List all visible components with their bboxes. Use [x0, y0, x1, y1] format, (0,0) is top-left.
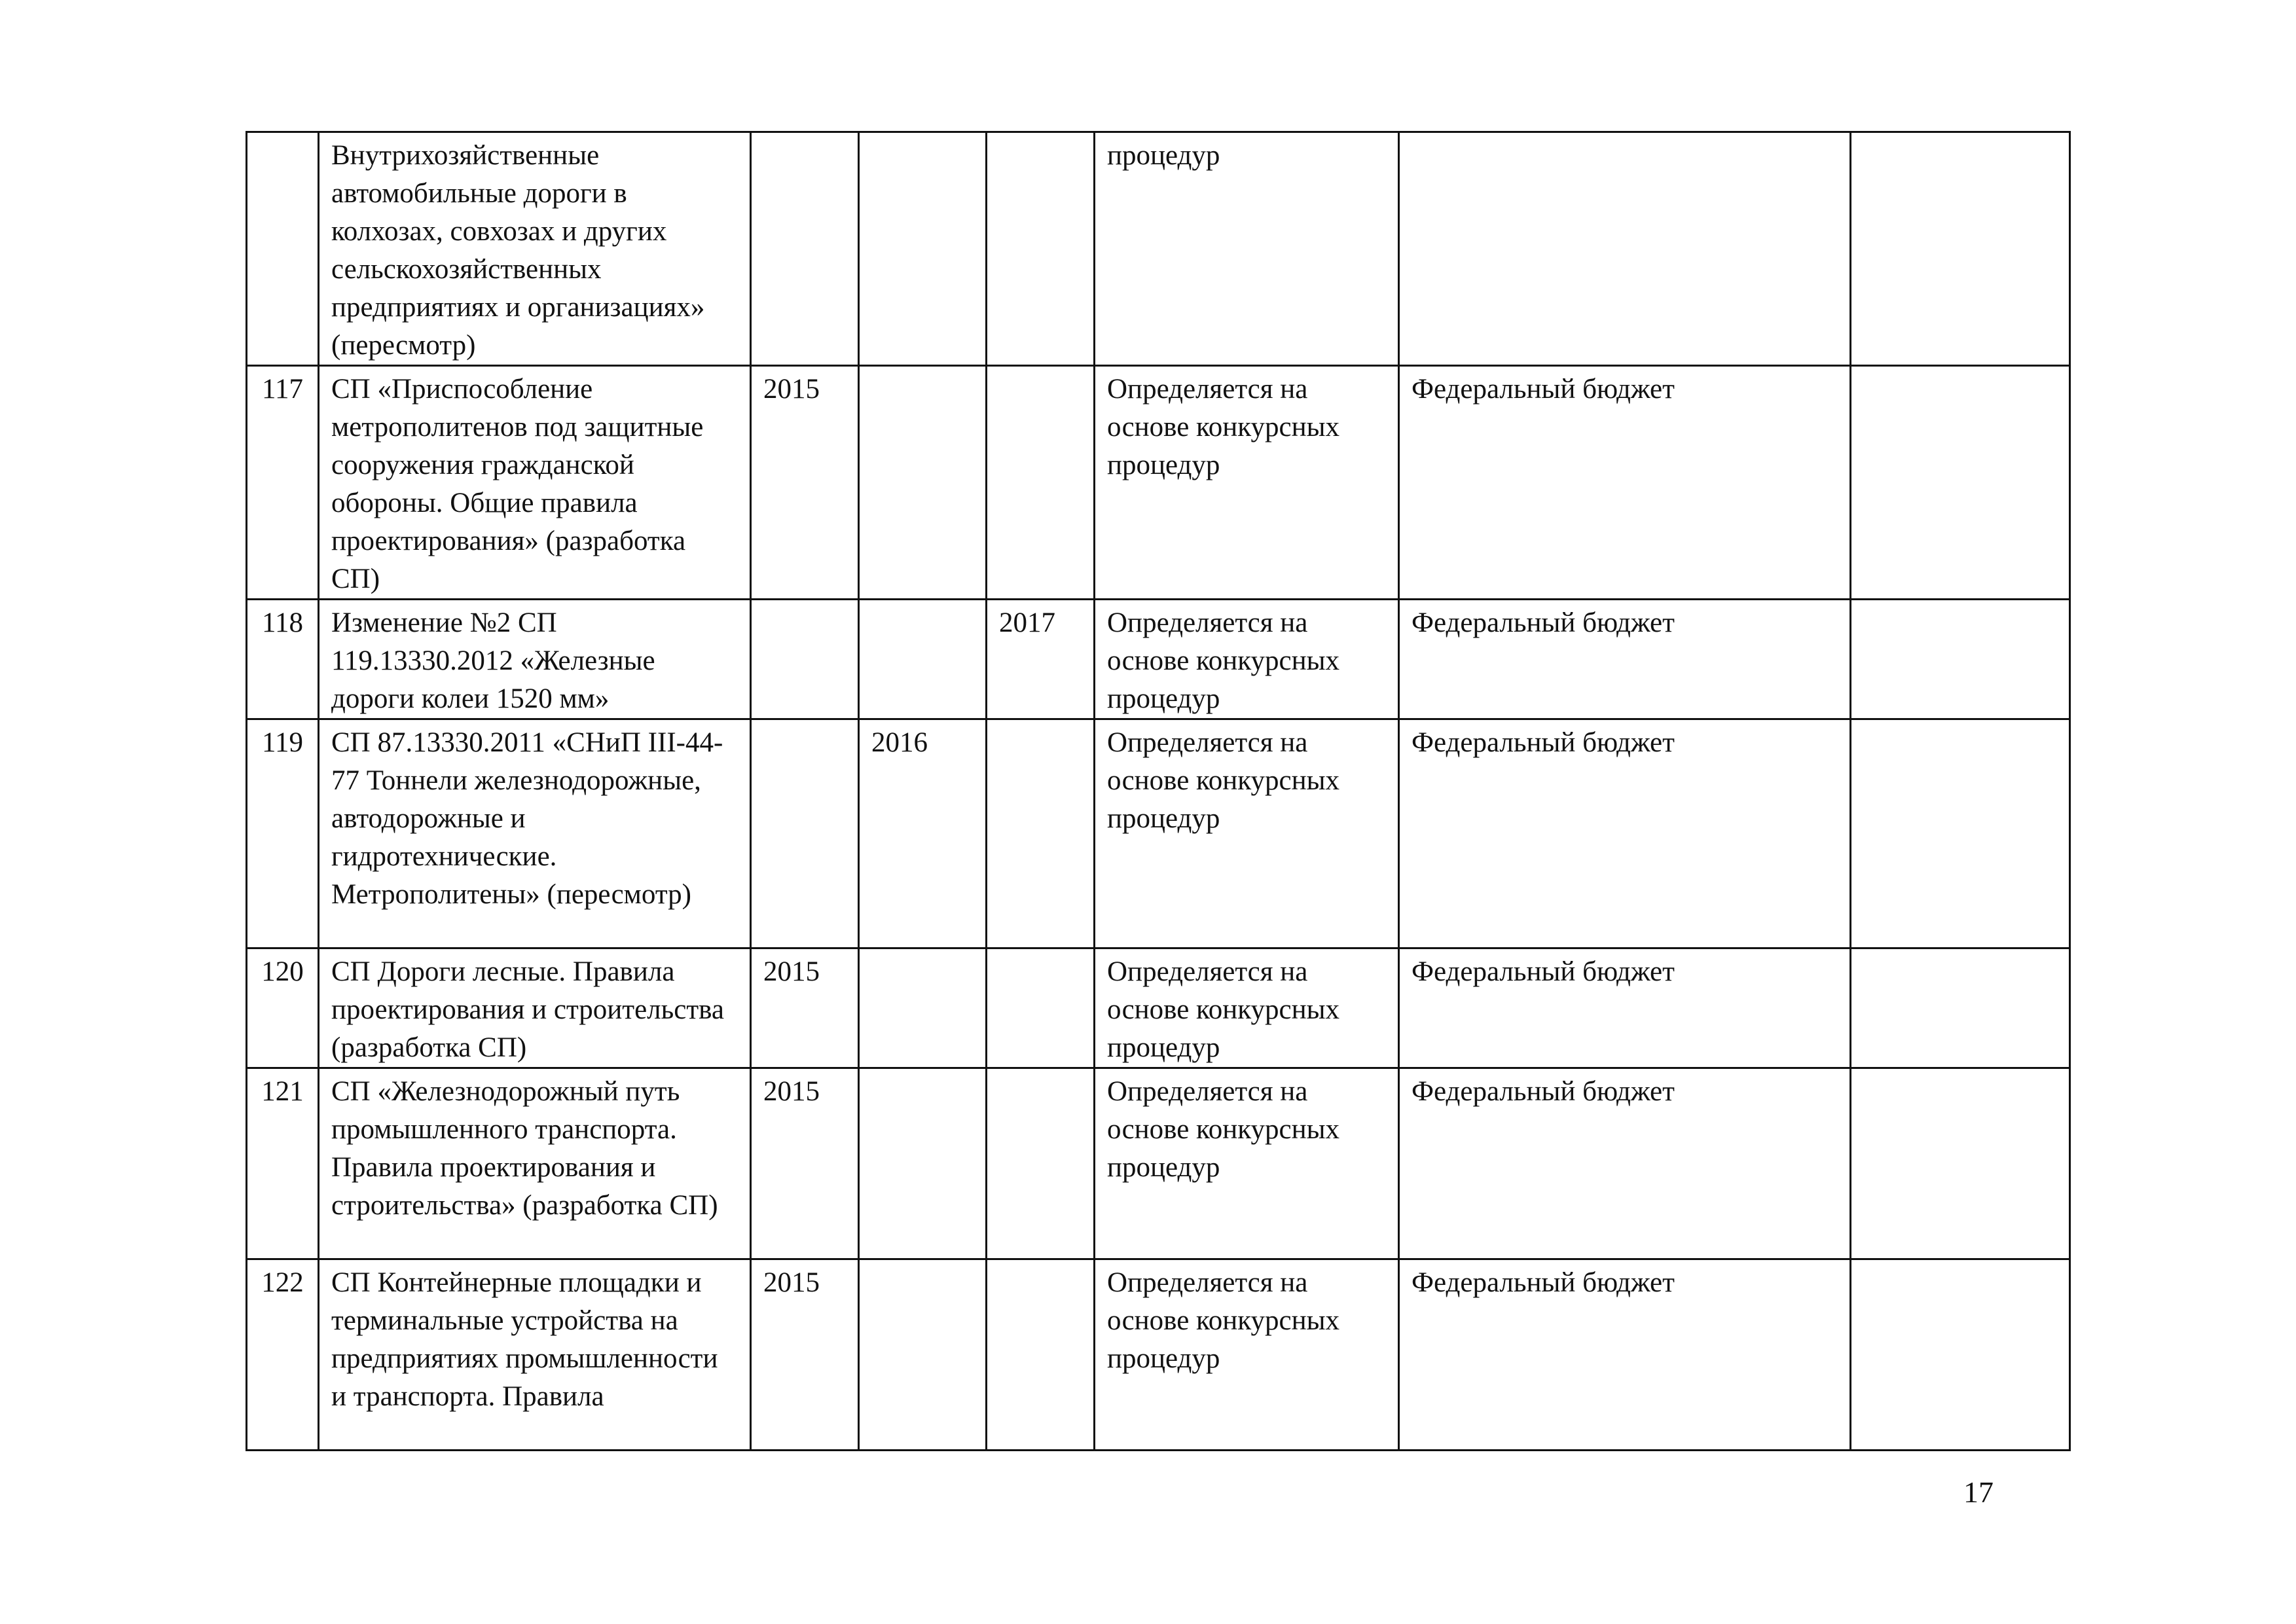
row-number: 119: [247, 719, 319, 948]
document-name: Внутрихозяйственные автомобильные дороги в колхозах, совхозах и других сельскохозяйственных предприятиях и организациях» (пересмотр): [319, 132, 751, 366]
year-2017-cell: [987, 132, 1095, 366]
year-2017-cell: 2017: [987, 600, 1095, 719]
table-row: [247, 600, 2070, 719]
year-2016-cell: [859, 600, 987, 719]
row-number: [247, 132, 319, 366]
year-2017-cell: [987, 1068, 1095, 1259]
document-name: СП 87.13330.2011 «СНиП III-44-77 Тоннели железнодорожные, автодорожные и гидротехнические. Метрополитены» (пересмотр): [319, 719, 751, 948]
year-2015-cell: 2015: [751, 948, 859, 1068]
year-2017-cell: [987, 719, 1095, 948]
document-name: СП Дороги лесные. Правила проектирования и строительства (разработка СП): [319, 948, 751, 1068]
year-2015-cell: 2015: [751, 366, 859, 600]
cost-cell: Определяется на основе конкурсных процедур: [1095, 719, 1399, 948]
table-row: [247, 132, 2070, 366]
year-2017-cell: [987, 1259, 1095, 1451]
note-cell: [1851, 948, 2070, 1068]
plan-table: [246, 131, 2071, 1451]
year-2016-cell: [859, 366, 987, 600]
note-cell: [1851, 719, 2070, 948]
funding-source-cell: Федеральный бюджет: [1399, 1068, 1851, 1259]
cost-cell: Определяется на основе конкурсных процедур: [1095, 1259, 1399, 1451]
cost-cell: Определяется на основе конкурсных процедур: [1095, 600, 1399, 719]
year-2015-cell: [751, 132, 859, 366]
table-row: [247, 719, 2070, 948]
year-2017-cell: [987, 948, 1095, 1068]
table-row: [247, 1068, 2070, 1259]
note-cell: [1851, 1068, 2070, 1259]
page-number: 17: [1963, 1475, 1994, 1509]
note-cell: [1851, 1259, 2070, 1451]
document-name: СП «Приспособление метрополитенов под защитные сооружения гражданской обороны. Общие правила проектирования» (разработка СП): [319, 366, 751, 600]
table-row: [247, 366, 2070, 600]
document-name: Изменение №2 СП 119.13330.2012 «Железные дороги колеи 1520 мм»: [319, 600, 751, 719]
funding-source-cell: Федеральный бюджет: [1399, 719, 1851, 948]
year-2016-cell: [859, 132, 987, 366]
table-row: [247, 1259, 2070, 1451]
year-2016-cell: 2016: [859, 719, 987, 948]
document-name: СП Контейнерные площадки и терминальные устройства на предприятиях промышленности и транспорта. Правила: [319, 1259, 751, 1451]
funding-source-cell: [1399, 132, 1851, 366]
year-2015-cell: 2015: [751, 1259, 859, 1451]
table-row: [247, 948, 2070, 1068]
year-2016-cell: [859, 1068, 987, 1259]
row-number: 117: [247, 366, 319, 600]
funding-source-cell: Федеральный бюджет: [1399, 366, 1851, 600]
document-name: СП «Железнодорожный путь промышленного транспорта. Правила проектирования и строительства» (разработка СП): [319, 1068, 751, 1259]
row-number: 121: [247, 1068, 319, 1259]
row-number: 118: [247, 600, 319, 719]
year-2017-cell: [987, 366, 1095, 600]
year-2016-cell: [859, 948, 987, 1068]
year-2015-cell: [751, 719, 859, 948]
year-2015-cell: 2015: [751, 1068, 859, 1259]
funding-source-cell: Федеральный бюджет: [1399, 1259, 1851, 1451]
funding-source-cell: Федеральный бюджет: [1399, 600, 1851, 719]
funding-source-cell: Федеральный бюджет: [1399, 948, 1851, 1068]
cost-cell: процедур: [1095, 132, 1399, 366]
row-number: 122: [247, 1259, 319, 1451]
cost-cell: Определяется на основе конкурсных процедур: [1095, 948, 1399, 1068]
note-cell: [1851, 600, 2070, 719]
note-cell: [1851, 132, 2070, 366]
note-cell: [1851, 366, 2070, 600]
year-2015-cell: [751, 600, 859, 719]
cost-cell: Определяется на основе конкурсных процедур: [1095, 1068, 1399, 1259]
year-2016-cell: [859, 1259, 987, 1451]
cost-cell: Определяется на основе конкурсных процедур: [1095, 366, 1399, 600]
row-number: 120: [247, 948, 319, 1068]
